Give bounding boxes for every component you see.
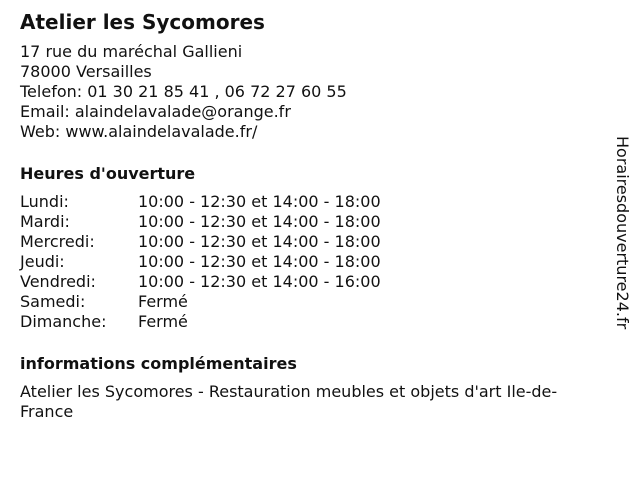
day-hours: 10:00 - 12:30 et 14:00 - 16:00 bbox=[138, 272, 381, 291]
hours-row-friday bbox=[20, 272, 600, 292]
business-description: Atelier les Sycomores - Restauration meubles et objets d'art Ile-de-France bbox=[20, 382, 558, 421]
business-card bbox=[20, 8, 600, 422]
day-label: Mercredi: bbox=[20, 232, 95, 251]
hours-row-wednesday bbox=[20, 232, 600, 252]
hours-row-tuesday bbox=[20, 212, 600, 232]
opening-hours-table bbox=[20, 192, 600, 332]
day-hours: 10:00 - 12:30 et 14:00 - 18:00 bbox=[138, 192, 381, 211]
day-hours: Fermé bbox=[138, 292, 188, 311]
additional-info-heading: informations complémentaires bbox=[20, 354, 297, 373]
day-label: Dimanche: bbox=[20, 312, 107, 331]
hours-row-sunday bbox=[20, 312, 600, 332]
day-label: Jeudi: bbox=[20, 252, 65, 271]
city-address: 78000 Versailles bbox=[20, 62, 152, 81]
business-name: Atelier les Sycomores bbox=[20, 10, 265, 34]
hours-row-saturday bbox=[20, 292, 600, 312]
opening-hours-heading: Heures d'ouverture bbox=[20, 164, 196, 183]
day-hours: 10:00 - 12:30 et 14:00 - 18:00 bbox=[138, 232, 381, 251]
site-brand-label: Horairesdouverture24.fr bbox=[613, 136, 632, 330]
hours-row-monday bbox=[20, 192, 600, 212]
street-address: 17 rue du maréchal Gallieni bbox=[20, 42, 243, 61]
phone-numbers: Telefon: 01 30 21 85 41 , 06 72 27 60 55 bbox=[20, 82, 347, 101]
day-label: Lundi: bbox=[20, 192, 69, 211]
website-address: Web: www.alaindelavalade.fr/ bbox=[20, 122, 258, 141]
day-hours: Fermé bbox=[138, 312, 188, 331]
email-address: Email: alaindelavalade@orange.fr bbox=[20, 102, 291, 121]
day-label: Mardi: bbox=[20, 212, 70, 231]
day-label: Samedi: bbox=[20, 292, 86, 311]
hours-row-thursday bbox=[20, 252, 600, 272]
day-hours: 10:00 - 12:30 et 14:00 - 18:00 bbox=[138, 212, 381, 231]
day-label: Vendredi: bbox=[20, 272, 96, 291]
day-hours: 10:00 - 12:30 et 14:00 - 18:00 bbox=[138, 252, 381, 271]
